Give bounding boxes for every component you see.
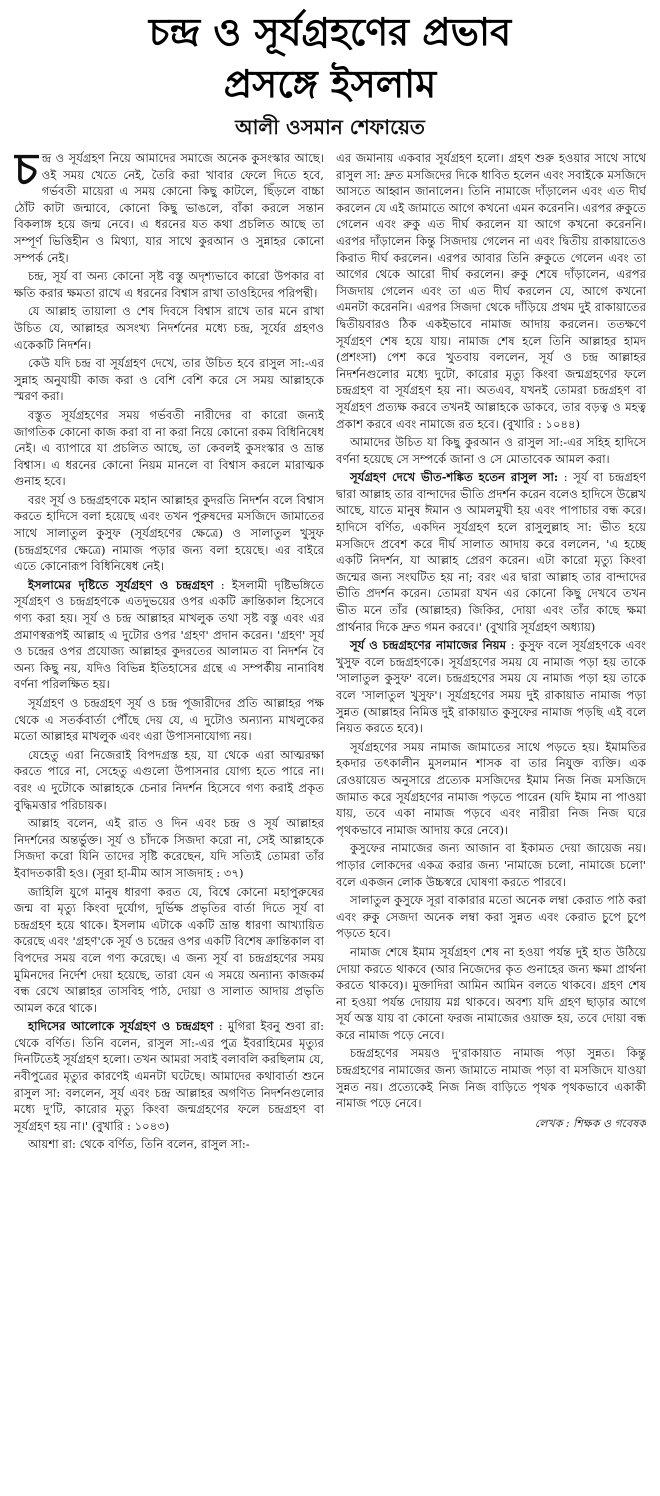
column-right [336,150,646,1490]
paragraph: আল্লাহ বলেন, এই রাত ও দিন এবং চন্দ্র ও সূর্য আল্লাহর নিদর্শনের অন্তর্ভুক্ত। সূর্য ও চাঁদকে সিজদা করো না, সেই আল্লাহকে সিজদা করো যিনি তাদের সৃষ্টি করেছেন, যদি সত্যিই তোমরা তাঁর ইবাদতকারী হও। (সূরা হা-মীম আস সাজদাহ : ৩৭) [14,816,324,880]
article-body [14,150,646,1490]
paragraph: আমাদের উচিত যা কিছু কুরআন ও রাসুল সা:-এর সহিহ হাদিসে বর্ণনা হয়েছে সে সম্পর্কে জানা ও সে মোতাবেক আমল করা। [336,435,646,466]
subheading: হাদিসের আলোকে সূর্যগ্রহণ ও চন্দ্রগ্রহণ [28,1019,214,1034]
author-byline: আলী ওসমান শেফায়েত [235,115,425,139]
paragraph: আয়শা রা: থেকে বর্ণিত, তিনি বলেন, রাসুল সা:- [28,1137,250,1152]
paragraph-text: : ইসলামী দৃষ্টিভঙ্গিতে সূর্যগ্রহণ ও চন্দ্রগ্রহণকে এতদুভয়ের ওপর একটি ক্রান্তিকাল হিসেবে গণ্য করা হয়। সূর্য ও চন্দ্র আল্লাহর মাখলুক তথা সৃষ্ট বস্তু এবং এর প্রমাণস্বরূপই আল্লাহ এ দুটোর ওপর 'গ্রহণ' প্রদান করেন। 'গ্রহণ' সূর্য ও চন্দ্রের ওপর প্রযোজ্য আল্লাহর কুদরতের আলামত বা নিদর্শন বৈ অন্য কিছু নয়, যদিও বিভিন্ন ইতিহাসের গ্রন্থে এ সম্পর্কীয় নানাবিধ বর্ণনা পরিলক্ষিত হয়। [14,577,324,692]
paragraph-text: : কুসুফ বলে সূর্যগ্রহণকে এবং খুসুফ বলে চন্দ্রগ্রহণকে। সূর্যগ্রহণের সময় যে নামাজ পড়া হয় তাকে 'সালাতুল কুসুফ' বলে। চন্দ্রগ্রহণের সময় যে নামাজ পড়া হয় তাকে বলে 'সালাতুল খুসুফ'। সূর্যগ্রহণের সময় দুই রাকায়াত নামাজ পড়া সুন্নত (আল্লাহর নিমিত্ত দুই রাকায়াত কুসুফের নামাজ পড়ছি এই বলে নিয়ত করতে হবে)। [336,638,646,736]
paragraph: কুসুফের নামাজের জন্য আজান বা ইকামত দেয়া জায়েজ নয়। পাড়ার লোকদের একত্র করার জন্য 'নামাজে চলো, নামাজে চলো' বলে একজন লোক উচ্চস্বরে ঘোষণা করতে পারবে। [336,841,646,889]
paragraph: বস্তুত সূর্যগ্রহণের সময় গর্ভবতী নারীদের বা কারো জন্যই জাগতিক কোনো কাজ করা বা না করা নিয়ে কোনো রকম বিধিনিষেধ নেই। এ ব্যাপারে যা প্রচলিত আছে, তা কেবলই কুসংস্কার ও ভ্রান্ত বিশ্বাস। এ ধরনের কোনো নিয়ম মানলে বা বিশ্বাস করলে মারাত্মক গুনাহ হবে। [14,407,324,489]
paragraph [336,469,646,635]
subheading: সূর্য ও চন্দ্রগ্রহণের নামাজের নিয়ম [350,638,507,653]
paragraph: বরং সূর্য ও চন্দ্রগ্রহণকে মহান আল্লাহর কুদরতি নিদর্শন বলে বিশ্বাস করতে হাদিসে বলা হয়েছে এবং তখন পুরুষদের মসজিদে জামাতের সাথে সালাতুল কুসুফ (সূর্যগ্রহণের ক্ষেত্রে) ও সালাতুল খুসুফ (চন্দ্রগ্রহণের ক্ষেত্রে) নামাজ পড়ার জন্য বলা হয়েছে। এর বাইরে এতে কোনোরূপ বিধিনিষেধ নেই। [14,492,324,574]
headline-line-2: প্রসঙ্গে ইসলাম [223,62,437,106]
paragraph: সালাতুল কুসুফে সূরা বাকারার মতো অনেক লম্বা কেরাত পাঠ করা এবং রুকু সেজদা অনেক লম্বা করা সুন্নত এবং কেরাত চুপে চুপে পড়তে হবে। [336,893,646,941]
paragraph-text: : সূর্য বা চন্দ্রগ্রহণ দ্বারা আল্লাহ তার বান্দাদের ভীতি প্রদর্শন করেন বলেও হাদিসে উল্লেখ আছে, যাতে মানুষ ঈমান ও আমলমুখী হয় এবং পাপাচার বন্ধ করে। হাদিসে বর্ণিত, একদিন সূর্যগ্রহণ হলে রাসুলুল্লাহ সা: ভীত হয়ে মসজিদে প্রবেশ করে দীর্ঘ সালাত আদায় করে বললেন, 'এ হচ্ছে একটি নিদর্শন, যা আল্লাহ প্রেরণ করেন। এটা কারো মৃত্যু কিংবা জন্মের জন্য সংঘটিত হয় না; বরং এর দ্বারা আল্লাহ তার বান্দাদের ভীতি প্রদর্শন করেন। তোমরা যখন এর কোনো কিছু দেখবে তখন ভীত মনে তাঁর (আল্লাহর) জিকির, দোয়া এবং তাঁর কাছে ক্ষমা প্রার্থনার দিকে দ্রুত গমন করবে।' (বুখারি সূর্যগ্রহণ অধ্যায়) [336,470,646,634]
paragraph: সূর্যগ্রহণ ও চন্দ্রগ্রহণ সূর্য ও চন্দ্র পূজারীদের প্রতি আল্লাহর পক্ষ থেকে এ সতর্কবার্তা পৌঁছে দেয় যে, এ দুটোও অন্যান্য মাখলুকের মতো আল্লাহর মাখলুক এবং এরা উপাসনাযোগ্য নয়। [14,696,324,744]
paragraph-text: : মুগিরা ইবনু শুবা রা: থেকে বর্ণিত। তিনি বলেন, রাসুল সা:-এর পুত্র ইবরাহিমের মৃত্যুর দিনটিতেই সূর্যগ্রহণ হলো। তখন আমরা সবাই বলাবলি করছিলাম যে, নবীপুত্রের মৃত্যুর কারণেই এমনটা ঘটেছে। আমাদের কথাবার্তা শুনে রাসুল সা: বললেন, সূর্য এবং চন্দ্র আল্লাহর অগণিত নিদর্শনগুলোর মধ্যে দু'টি, কারোর মৃত্যু কিংবা জন্মগ্রহণের ফলে চন্দ্রগ্রহণ বা সূর্যগ্রহণ হয় না।' (বুখারি : ১০৪৩) [14,1019,324,1133]
paragraph: চন্দ্র, সূর্য বা অন্য কোনো সৃষ্ট বস্তু অদৃশ্যভাবে কারো উপকার বা ক্ষতি করার ক্ষমতা রাখে এ ধরনের বিশ্বাস রাখা তাওহিদের পরিপন্থী। [14,269,324,300]
drop-cap: চ [14,150,38,195]
author-note: লেখক : শিক্ষক ও গবেষক [534,1116,646,1130]
subheading: ইসলামের দৃষ্টিতে সূর্যগ্রহণ ও চন্দ্রগ্রহণ [28,577,214,592]
paragraph: সূর্যগ্রহণের সময় নামাজ জামাতের সাথে পড়তে হয়। ইমামতির হকদার তৎকালীন মুসলমান শাসক বা তার নিযুক্ত ব্যক্তি। এক রেওয়ায়েত অনুসারে প্রত্যেক মসজিদের ইমাম নিজ নিজ মসজিদে জামাত করে সূর্যগ্রহণের নামাজ পড়তে পারেন (যদি ইমাম না পাওয়া যায়, তবে একা নামাজ পড়বে এবং নারীরা নিজ নিজ ঘরে পৃথকভাবে নামাজ আদায় করে নেবে)। [336,739,646,837]
paragraph-text: ন্দ্র ও সূর্যগ্রহণ নিয়ে আমাদের সমাজে অনেক কুসংস্কার আছে। ওই সময় খেতে নেই, তৈরি করা খাবার ফেলে দিতে হবে, গর্ভবতী মায়েরা এ সময় কোনো কিছু কাটলে, ছিঁড়লে বাচ্চা ঠোঁট কাটা জন্মাবে, কোনো কিছু ভাঙলে, বাঁকা করলে সন্তান বিকলাঙ্গ হয়ে জন্ম নেবে। এ ধরনের যত কথা প্রচলিত আছে তা সম্পূর্ণ ভিত্তিহীন ও মিথ্যা, যার সাথে কুরআন ও সুন্নাহর কোনো সম্পর্ক নেই। [14,151,324,265]
paragraph: জাহিলি যুগে মানুষ ধারণা করত যে, বিশ্বে কোনো মহাপুরুষের জন্ম বা মৃত্যু কিংবা দুর্যোগ, দুর্ভিক্ষ প্রভৃতির বার্তা দিতে সূর্য বা চন্দ্রগ্রহণ হয়ে থাকে। ইসলাম এটাকে একটি ভ্রান্ত ধারণা আখ্যায়িত করেছে এবং 'গ্রহণ'কে সূর্য ও চন্দ্রের ওপর একটি বিশেষ ক্রান্তিকাল বা বিপদের সময় বলে গণ্য করেছে। এ জন্য সূর্য বা চন্দ্রগ্রহণের সময় মুমিনদের নির্দেশ দেয়া হয়েছে, তারা যেন এ সময়ে অন্যান্য কাজকর্ম বন্ধ রেখে আল্লাহর তাসবিহ পাঠ, দোয়া ও সালাত আদায় প্রভৃতি আমল করে থাকে। [14,884,324,1015]
paragraph: এর জমানায় একবার সূর্যগ্রহণ হলো। গ্রহণ শুরু হওয়ার সাথে সাথে রাসুল সা: দ্রুত মসজিদের দিকে ধাবিত হলেন এবং সবাইকে মসজিদে আসতে আহ্বান জানালেন। তিনি নামাজে দাঁড়ালেন এবং এত দীর্ঘ করলেন যে এই জামাতে আগে কখনো এমন করেননি। এরপর রুকুতে গেলেন এবং রুকু এত দীর্ঘ করলেন যা আগে কখনো করেননি। এরপর দাঁড়ালেন কিন্তু সিজদায় গেলেন না এবং দ্বিতীয় রাকায়াতেও কিরাত দীর্ঘ করলেন। এরপর আবার তিনি রুকুতে গেলেন এবং তা আগের থেকে আরো দীর্ঘ করলেন। রুকু শেষে দাঁড়ালেন, এরপর সিজদায় গেলেন এবং তা এত দীর্ঘ করলেন যে, আগে কখনো এমনটা করেননি। এরপর সিজদা থেকে দাঁড়িয়ে প্রথম দুই রাকায়াতের দ্বিতীয়বারও ঠিক একইভাবে নামাজ আদায় করলেন। ততক্ষণে সূর্যগ্রহণ শেষ হয়ে যায়। নামাজ শেষ হলে তিনি আল্লাহর হামদ (প্রশংসা) পেশ করে খুতবায় বললেন, সূর্য ও চন্দ্র আল্লাহর নিদর্শনগুলোর মধ্যে দুটো, কারোর মৃত্যু কিংবা জন্মগ্রহণের ফলে চন্দ্রগ্রহণ বা সূর্যগ্রহণ হয় না। অতএব, যখনই তোমরা চন্দ্রগ্রহণ বা সূর্যগ্রহণ প্রত্যক্ষ করবে তখনই আল্লাহকে ডাকবে, তার বড়ত্ব ও মহত্ব প্রকাশ করবে এবং নামাজে রত হবে। (বুখারি : ১০৪৪) [336,151,646,431]
paragraph: যে আল্লাহ তায়ালা ও শেষ দিবসে বিশ্বাস রাখে তার মনে রাখা উচিত যে, আল্লাহর অসংখ্য নিদর্শনের মধ্যে চন্দ্র, সূর্যের গ্রহণও একেকটি নিদর্শন। [14,304,324,352]
column-left [14,150,324,1490]
subheading: সূর্যগ্রহণ দেখে ভীত-শঙ্কিত হতেন রাসুল সা: [350,470,559,485]
paragraph: চন্দ্রগ্রহণের সময়ও দু'রাকায়াত নামাজ পড়া সুন্নত। কিন্তু চন্দ্রগ্রহণের নামাজের জন্য জামাতে নামাজ পড়া বা মসজিদে যাওয়া সুন্নত নয়। প্রত্যেকেই নিজ নিজ বাড়িতে পৃথক পৃথকভাবে একাকী নামাজ পড়ে নেবে। [336,1046,646,1111]
paragraph: নামাজ শেষে ইমাম সূর্যগ্রহণ শেষ না হওয়া পর্যন্ত দুই হাত উঠিয়ে দোয়া করতে থাকবে (আর নিজেদের কৃত গুনাহের জন্য ক্ষমা প্রার্থনা করতে থাকবে)। মুক্তাদিরা আমিন আমিন বলতে থাকবে। গ্রহণ শেষ না হওয়া পর্যন্ত দোয়ায় মগ্ন থাকবে। অবশ্য যদি গ্রহণ ছাড়ার আগে সূর্য অস্ত যায় বা কোনো ফরজ নামাজের ওয়াক্ত হয়, তবে দোয়া বন্ধ করে নামাজ পড়ে নেবে। [336,944,646,1042]
article-header [0,0,660,150]
paragraph: যেহেতু এরা নিজেরাই বিপদগ্রস্ত হয়, যা থেকে এরা আত্মরক্ষা করতে পারে না, সেহেতু এগুলো উপাসনার যোগ্য হতে পারে না। বরং এ দুটোকে আল্লাহকে চেনার নিদর্শন হিসেবে গণ্য করাই প্রকৃত বুদ্ধিমত্তার পরিচায়ক। [14,747,324,812]
paragraph [14,150,324,266]
paragraph [336,637,646,737]
headline-line-1: চন্দ্র ও সূর্যগ্রহণের প্রভাব [148,10,512,54]
paragraph: কেউ যদি চন্দ্র বা সূর্যগ্রহণ দেখে, তার উচিত হবে রাসুল সা:-এর সুন্নাহ অনুযায়ী কাজ করা ও বেশি বেশি করে সে সময় আল্লাহকে স্মরণ করা। [14,356,324,404]
paragraph [14,1018,324,1134]
paragraph [14,577,324,693]
